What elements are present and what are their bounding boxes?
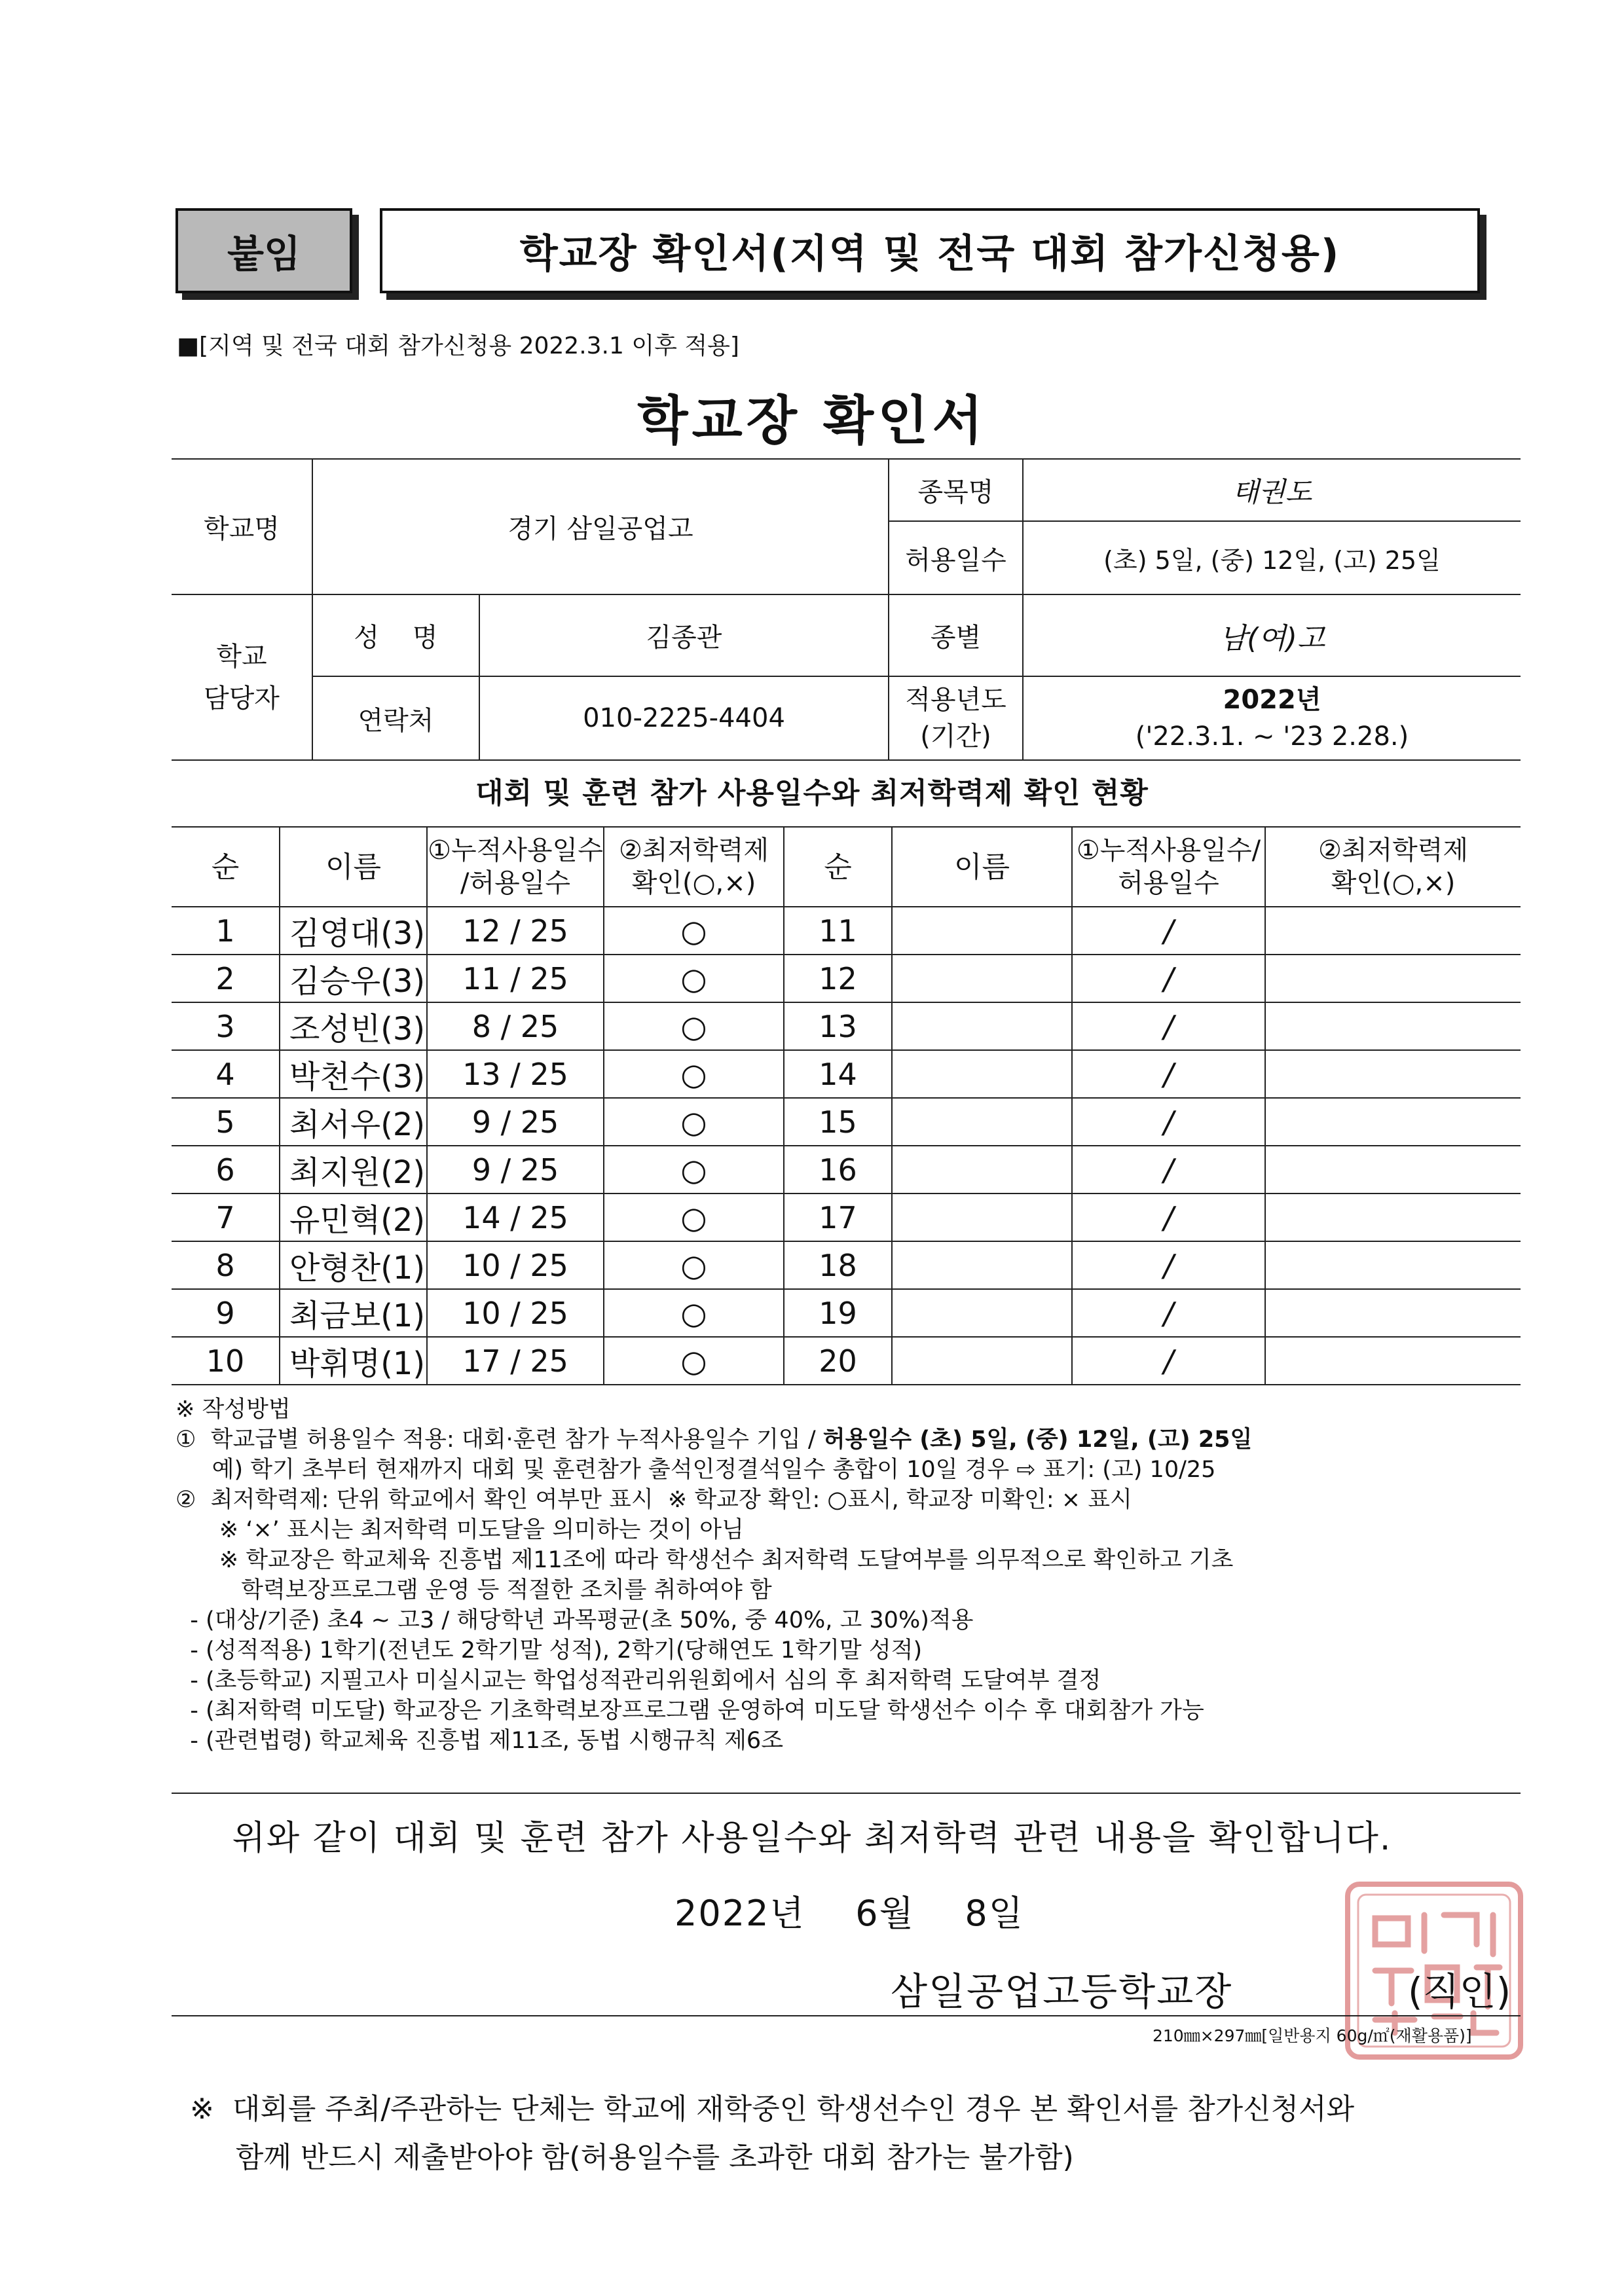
confirmation-statement: 위와 같이 대회 및 훈련 참가 사용일수와 최저학력 관련 내용을 확인합니다. <box>232 1819 1392 1858</box>
instruction-line: - (관련법령) 학교체육 진흥법 제11조, 동법 시행규칙 제6조 <box>175 1728 784 1754</box>
name-cell: 유민혁(2) <box>280 1194 427 1241</box>
table-row <box>172 1002 1521 1050</box>
seq-cell: 15 <box>784 1098 892 1146</box>
instruction-line: 학력보장프로그램 운영 등 적절한 조치를 취하여야 함 <box>175 1577 772 1603</box>
used-days-cell: / <box>1072 1002 1265 1050</box>
allowed-days-label: 허용일수 <box>889 521 1023 594</box>
period-cell <box>1023 676 1521 760</box>
instructions-heading: ※ 작성방법 <box>175 1396 291 1423</box>
seq-cell: 16 <box>784 1146 892 1194</box>
table-row <box>172 1194 1521 1241</box>
instruction-line: ※ 학교장은 학교체육 진흥법 제11조에 따라 학생선수 최저학력 도달여부를 의무적으로 확인하고 기초 <box>175 1547 1234 1573</box>
name-cell: 최서우(2) <box>280 1098 427 1146</box>
event-value: 태권도 <box>1023 459 1521 521</box>
used-days-cell: 10 / 25 <box>427 1289 604 1337</box>
event-label: 종목명 <box>889 459 1023 521</box>
seq-cell: 6 <box>172 1146 280 1194</box>
table-row <box>172 1289 1521 1337</box>
header-seq-2: 순 <box>784 827 892 907</box>
phone-value: 010-2225-4404 <box>479 676 889 760</box>
check-cell <box>1265 907 1521 955</box>
header-check-2: ②최저학력제 확인(○,×) <box>1265 827 1521 907</box>
used-days-cell: 10 / 25 <box>427 1241 604 1289</box>
seq-cell: 2 <box>172 955 280 1002</box>
divider <box>172 2015 1521 2016</box>
allowed-days-value: (초) 5일, (중) 12일, (고) 25일 <box>1023 521 1521 594</box>
seq-cell: 14 <box>784 1050 892 1098</box>
name-cell: 김영대(3) <box>280 907 427 955</box>
table-row <box>172 1146 1521 1194</box>
seq-cell: 4 <box>172 1050 280 1098</box>
school-value: 경기 삼일공업고 <box>312 459 889 594</box>
footer-line: 함께 반드시 제출받아야 함(허용일수를 초과한 대회 참가는 불가함) <box>190 2141 1074 2174</box>
name-cell <box>892 907 1072 955</box>
name-cell <box>892 955 1072 1002</box>
name-cell: 조성빈(3) <box>280 1002 427 1050</box>
used-days-cell: 11 / 25 <box>427 955 604 1002</box>
table-row <box>172 907 1521 955</box>
name-cell: 최지원(2) <box>280 1146 427 1194</box>
used-days-cell: / <box>1072 1241 1265 1289</box>
gender-label: 종별 <box>889 594 1023 676</box>
check-cell <box>1265 1098 1521 1146</box>
footer-line: ※ 대회를 주최/주관하는 단체는 학교에 재학중인 학생선수인 경우 본 확인서를 참가신청서와 <box>190 2092 1355 2126</box>
paper-spec: 210㎜×297㎜[일반용지 60g/㎡(재활용품)] <box>1153 2026 1472 2045</box>
seal-label: (직인) <box>1408 1969 1511 2014</box>
header-used: ①누적사용일수 /허용일수 <box>427 827 604 907</box>
used-days-cell: / <box>1072 1050 1265 1098</box>
check-cell: ○ <box>604 1337 784 1385</box>
check-cell: ○ <box>604 1289 784 1337</box>
check-cell <box>1265 1289 1521 1337</box>
name-cell: 박휘명(1) <box>280 1337 427 1385</box>
used-days-cell: / <box>1072 907 1265 955</box>
name-cell <box>892 1146 1072 1194</box>
used-days-cell: / <box>1072 1289 1265 1337</box>
name-label: 성 명 <box>312 594 479 676</box>
used-days-cell: 14 / 25 <box>427 1194 604 1241</box>
instruction-line: - (대상/기준) 초4 ~ 고3 / 해당학년 과목평균(초 50%, 중 40%, 고 30%)적용 <box>175 1607 974 1633</box>
table-row <box>172 1241 1521 1289</box>
name-cell <box>892 1337 1072 1385</box>
used-days-cell: 17 / 25 <box>427 1337 604 1385</box>
name-cell: 김승우(3) <box>280 955 427 1002</box>
school-label: 학교명 <box>172 459 312 594</box>
name-cell: 박천수(3) <box>280 1050 427 1098</box>
check-cell <box>1265 1146 1521 1194</box>
name-cell <box>892 1002 1072 1050</box>
seq-cell: 12 <box>784 955 892 1002</box>
used-days-cell: / <box>1072 1337 1265 1385</box>
instruction-line: ① 학교급별 허용일수 적용: 대회·훈련 참가 누적사용일수 기입 / 허용일수 (초) 5일, (중) 12일, (고) 25일 <box>175 1427 1253 1453</box>
phone-label: 연락처 <box>312 676 479 760</box>
name-value: 김종관 <box>479 594 889 676</box>
check-cell: ○ <box>604 1194 784 1241</box>
instruction-line: 예) 학기 초부터 현재까지 대회 및 훈련참가 출석인정결석일수 총합이 10일 경우 ⇨ 표기: (고) 10/25 <box>175 1457 1216 1483</box>
check-cell: ○ <box>604 1050 784 1098</box>
seq-cell: 9 <box>172 1289 280 1337</box>
check-cell <box>1265 1194 1521 1241</box>
seq-cell: 1 <box>172 907 280 955</box>
table-row <box>172 1337 1521 1385</box>
scope-note: ■[지역 및 전국 대회 참가신청용 2022.3.1 이후 적용] <box>177 333 739 359</box>
used-days-cell: / <box>1072 1194 1265 1241</box>
seq-cell: 7 <box>172 1194 280 1241</box>
check-cell: ○ <box>604 955 784 1002</box>
attachment-tag: 붙임 <box>175 208 352 293</box>
header-seq: 순 <box>172 827 280 907</box>
form-heading: 학교장 확인서(지역 및 전국 대회 참가신청용) <box>380 208 1480 293</box>
status-section-title: 대회 및 훈련 참가 사용일수와 최저학력제 확인 현황 <box>475 776 1149 810</box>
table-row <box>172 1050 1521 1098</box>
gender-value: 남(여)고 <box>1023 594 1521 676</box>
instruction-line: ※ ‘×’ 표시는 최저학력 미도달을 의미하는 것이 아님 <box>175 1517 744 1543</box>
seq-cell: 13 <box>784 1002 892 1050</box>
instruction-line: - (성적적용) 1학기(전년도 2학기말 성적), 2학기(당해연도 1학기말 성적) <box>175 1637 923 1664</box>
name-cell: 최금보(1) <box>280 1289 427 1337</box>
issue-date: 2022년 6월 8일 <box>674 1893 1024 1934</box>
instruction-line: - (초등학교) 지필고사 미실시교는 학업성적관리위원회에서 심의 후 최저학력 도달여부 결정 <box>175 1667 1101 1694</box>
name-cell <box>892 1098 1072 1146</box>
used-days-cell: / <box>1072 1146 1265 1194</box>
name-cell: 안형찬(1) <box>280 1241 427 1289</box>
check-cell: ○ <box>604 1146 784 1194</box>
header-used-2: ①누적사용일수/ 허용일수 <box>1072 827 1265 907</box>
check-cell <box>1265 1337 1521 1385</box>
allowed-days-emphasis: 허용일수 (초) 5일, (중) 12일, (고) 25일 <box>822 1427 1253 1453</box>
check-cell: ○ <box>604 1098 784 1146</box>
seq-cell: 20 <box>784 1337 892 1385</box>
seq-cell: 11 <box>784 907 892 955</box>
info-table <box>172 458 1521 761</box>
period-year: 2022년 <box>1223 685 1321 715</box>
period-range: ('22.3.1. ~ '23 2.28.) <box>1135 721 1409 752</box>
used-days-cell: 9 / 25 <box>427 1098 604 1146</box>
table-row <box>172 955 1521 1002</box>
roster-table <box>172 826 1521 1385</box>
header-check: ②최저학력제 확인(○,×) <box>604 827 784 907</box>
principal-name: 삼일공업고등학교장 <box>891 1969 1233 2014</box>
instruction-line: ② 최저학력제: 단위 학교에서 확인 여부만 표시 ※ 학교장 확인: ○표시, 학교장 미확인: × 표시 <box>175 1487 1132 1513</box>
seq-cell: 5 <box>172 1098 280 1146</box>
name-cell <box>892 1241 1072 1289</box>
used-days-cell: 13 / 25 <box>427 1050 604 1098</box>
contact-group-label: 학교 담당자 <box>172 594 312 760</box>
check-cell <box>1265 1241 1521 1289</box>
seq-cell: 19 <box>784 1289 892 1337</box>
instruction-line: - (최저학력 미도달) 학교장은 기초학력보장프로그램 운영하여 미도달 학생선수 이수 후 대회참가 가능 <box>175 1698 1204 1724</box>
name-cell <box>892 1194 1072 1241</box>
seq-cell: 10 <box>172 1337 280 1385</box>
used-days-cell: 8 / 25 <box>427 1002 604 1050</box>
check-cell <box>1265 955 1521 1002</box>
check-cell <box>1265 1002 1521 1050</box>
period-label: 적용년도 (기간) <box>889 676 1023 760</box>
seq-cell: 18 <box>784 1241 892 1289</box>
used-days-cell: 9 / 25 <box>427 1146 604 1194</box>
used-days-cell: / <box>1072 955 1265 1002</box>
used-days-cell: 12 / 25 <box>427 907 604 955</box>
check-cell: ○ <box>604 1241 784 1289</box>
used-days-cell: / <box>1072 1098 1265 1146</box>
check-cell: ○ <box>604 1002 784 1050</box>
seq-cell: 17 <box>784 1194 892 1241</box>
seq-cell: 3 <box>172 1002 280 1050</box>
instructions <box>175 1394 1551 1756</box>
header-name: 이름 <box>280 827 427 907</box>
header-name-2: 이름 <box>892 827 1072 907</box>
divider <box>172 1793 1521 1794</box>
footer-note <box>190 2085 1565 2182</box>
document-title: 학교장 확인서 <box>637 390 987 451</box>
check-cell: ○ <box>604 907 784 955</box>
check-cell <box>1265 1050 1521 1098</box>
name-cell <box>892 1050 1072 1098</box>
seq-cell: 8 <box>172 1241 280 1289</box>
table-row <box>172 1098 1521 1146</box>
name-cell <box>892 1289 1072 1337</box>
